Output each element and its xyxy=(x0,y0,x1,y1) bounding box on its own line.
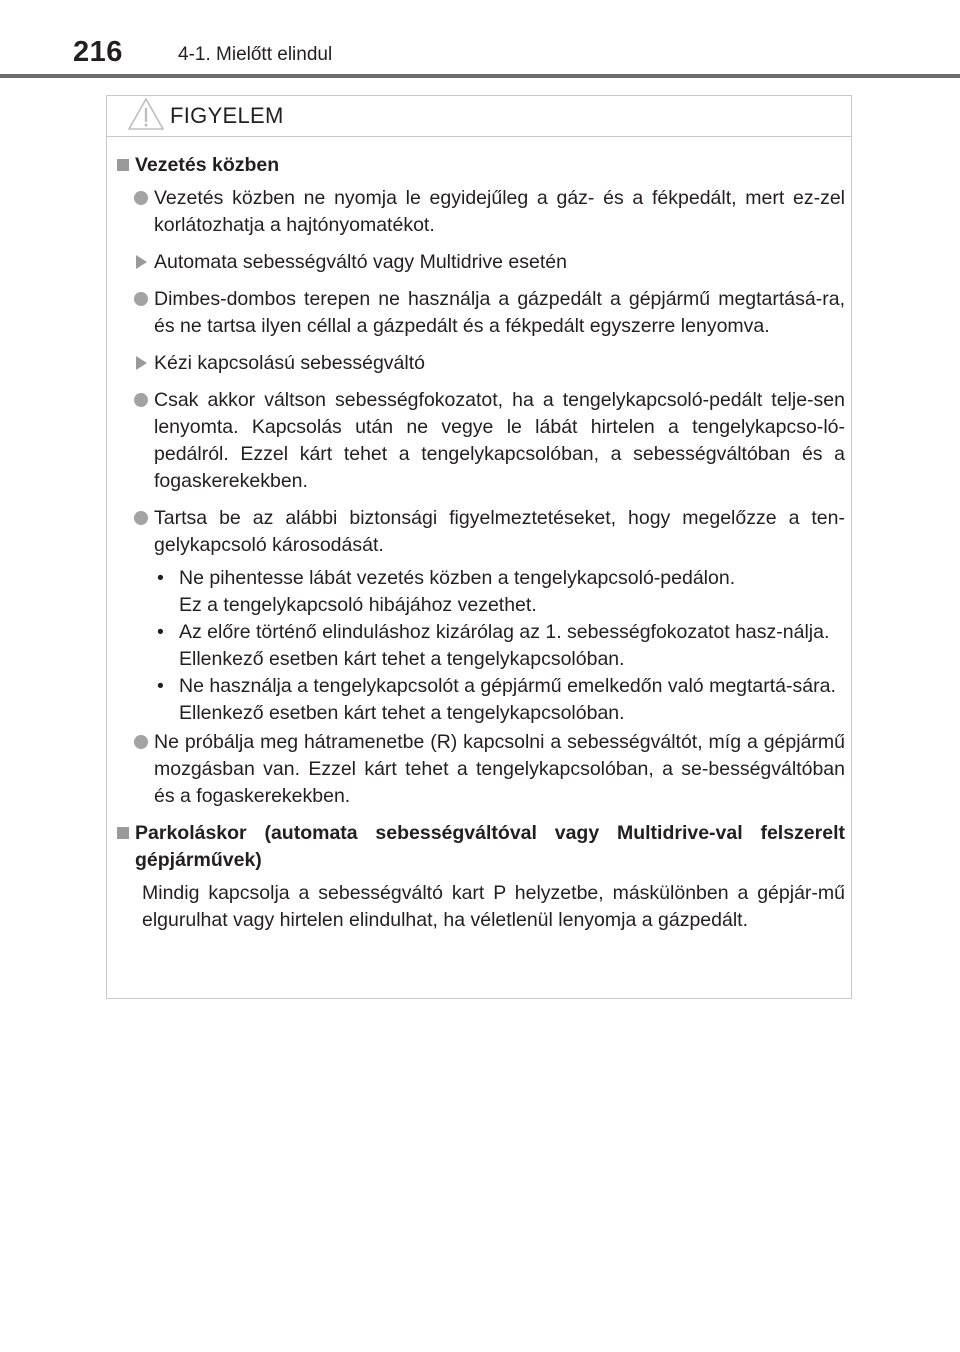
circle-bullet-icon xyxy=(134,393,148,407)
subheading-text: Kézi kapcsolású sebességváltó xyxy=(154,352,425,374)
circle-bullet-icon xyxy=(134,511,148,525)
section-heading-driving xyxy=(115,152,845,179)
warning-header xyxy=(107,96,851,137)
bullet-text: Az előre történő elinduláshoz kizárólag az 1. sebességfokozatot hasz-nálja. xyxy=(179,621,830,643)
bullet-list xyxy=(115,565,845,727)
bullet-note: Ellenkező esetben kárt tehet a tengelykapcsolóban. xyxy=(179,702,625,724)
list-item xyxy=(115,729,845,810)
list-item xyxy=(115,387,845,495)
bullet-char: • xyxy=(157,621,164,643)
square-bullet-icon xyxy=(117,159,129,171)
warning-box xyxy=(106,95,852,999)
square-bullet-icon xyxy=(117,827,129,839)
subheading-automatic xyxy=(115,249,845,276)
bullet-char: • xyxy=(157,675,164,697)
paragraph-parking: Mindig kapcsolja a sebességváltó kart P helyzetbe, máskülönben a gépjár-mű elgurulhat vagy hirtelen elindulhat, ha véletlenül lenyomja a gázpedált. xyxy=(142,882,845,931)
subheading-manual xyxy=(115,350,845,377)
list-item xyxy=(115,185,845,239)
header-rule xyxy=(0,74,960,78)
bullet-char: • xyxy=(157,567,164,589)
list-item xyxy=(115,286,845,340)
triangle-bullet-icon xyxy=(136,255,147,269)
bullet-item xyxy=(115,619,845,673)
item-text: Dimbes-dombos terepen ne használja a gázpedált a gépjármű megtartásá-ra, és ne tartsa ilyen céllal a gázpedált és a fékpedált egyszerre lenyomva. xyxy=(154,288,845,337)
warning-triangle-icon xyxy=(127,97,165,131)
warning-title: FIGYELEM xyxy=(170,103,284,128)
bullet-note: Ellenkező esetben kárt tehet a tengelykapcsolóban. xyxy=(179,648,625,670)
circle-bullet-icon xyxy=(134,735,148,749)
item-text: Csak akkor váltson sebességfokozatot, ha a tengelykapcsoló-pedált telje-sen lenyomta. Kapcsolás után ne vegye le lábát hirtelen a tengelykapcso-ló-pedálról. Ezzel kárt tehet a tengelykapcsolóban, a sebességváltóban és a fogaskerekekben. xyxy=(154,389,845,492)
section-heading-parking xyxy=(115,820,845,874)
page-number: 216 xyxy=(73,36,123,68)
item-text: Tartsa be az alábbi biztonsági figyelmeztetéseket, hogy megelőzze a ten-gelykapcsoló károsodását. xyxy=(154,507,845,556)
page-header xyxy=(0,0,960,80)
circle-bullet-icon xyxy=(134,292,148,306)
circle-bullet-icon xyxy=(134,191,148,205)
bullet-item xyxy=(115,565,845,619)
warning-content xyxy=(115,152,845,934)
list-item xyxy=(115,505,845,559)
item-text: Ne próbálja meg hátramenetbe (R) kapcsolni a sebességváltót, míg a gépjármű mozgásban van. Ezzel kárt tehet a tengelykapcsolóban, a se-bességváltóban és a fogaskerekekben. xyxy=(154,731,845,807)
bullet-text: Ne használja a tengelykapcsolót a gépjármű emelkedőn való megtartá-sára. xyxy=(179,675,836,697)
heading-text: Vezetés közben xyxy=(135,154,280,176)
section-title: 4-1. Mielőtt elindul xyxy=(178,44,333,65)
bullet-item xyxy=(115,673,845,727)
bullet-note: Ez a tengelykapcsoló hibájához vezethet. xyxy=(179,594,537,616)
triangle-bullet-icon xyxy=(136,356,147,370)
heading-text: Parkoláskor (automata sebességváltóval vagy Multidrive-val felszerelt gépjárművek) xyxy=(135,822,845,871)
subheading-text: Automata sebességváltó vagy Multidrive esetén xyxy=(154,251,567,273)
bullet-text: Ne pihentesse lábát vezetés közben a tengelykapcsoló-pedálon. xyxy=(179,567,736,589)
item-text: Vezetés közben ne nyomja le egyidejűleg a gáz- és a fékpedált, mert ez-zel korlátozhatja a hajtónyomatékot. xyxy=(154,187,845,236)
